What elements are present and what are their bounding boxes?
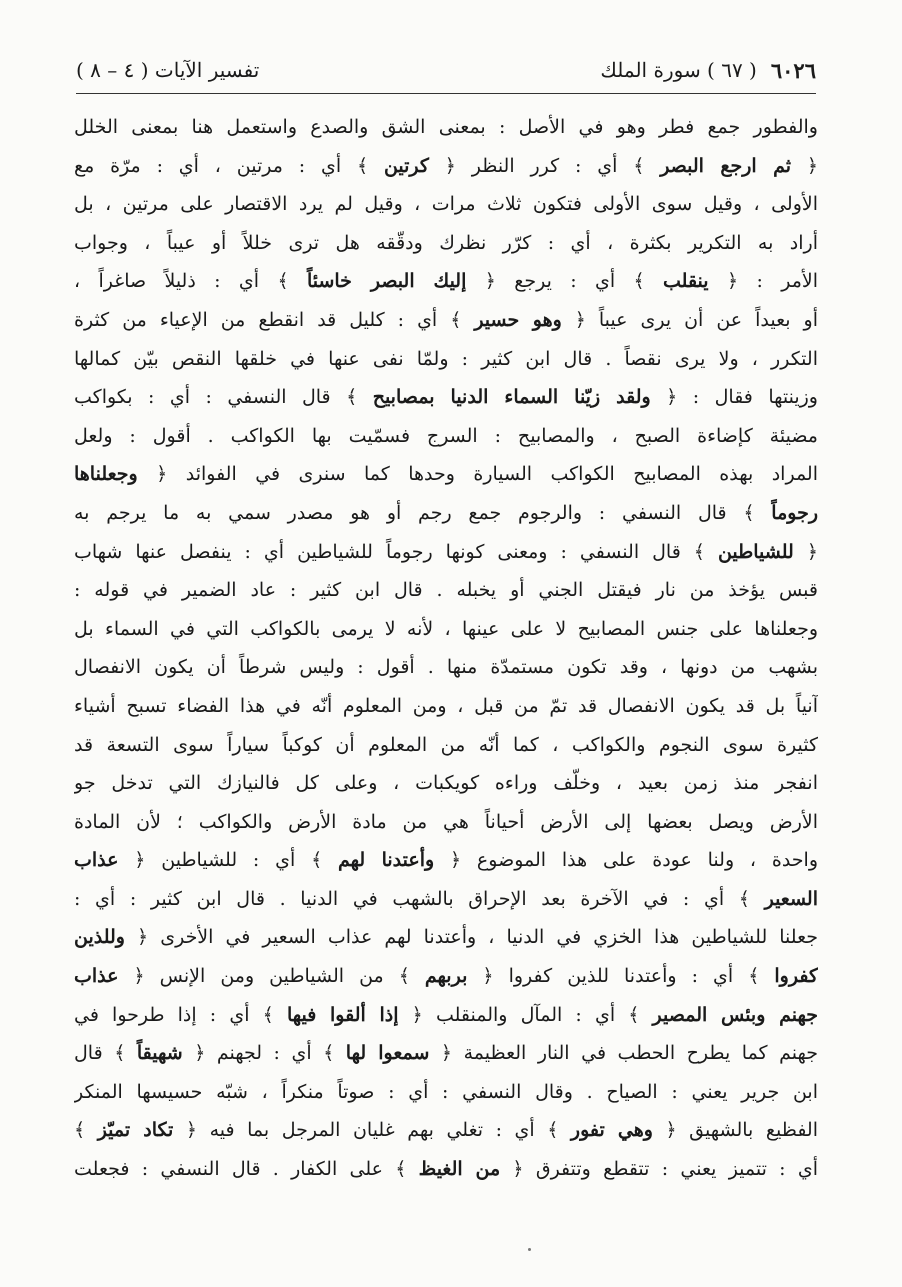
text-line: التكرر ، ولا يرى نقصاً . قال ابن كثير : ولمّا نفى عنها في خلقها النقص بيّن كمالها: [74, 347, 818, 370]
text-line: رجوماً ﴾ قال النسفي : والرجوم جمع رجم أو هو مصدر سمي به ما يرجم به: [74, 501, 818, 524]
text-line: أي : تتميز يعني : تتقطع وتتفرق ﴿ من الغيظ ﴾ على الكفار . قال النسفي : فجعلت: [74, 1158, 818, 1181]
text-line: كفروا ﴾ أي : وأعتدنا للذين كفروا ﴿ بربهم ﴾ من الشياطين ومن الإنس ﴿ عذاب: [74, 965, 818, 988]
text-line: والفطور جمع فطر وهو في الأصل : بمعنى الشق والصدع واستعمل هنا بمعنى الخلل: [74, 116, 818, 138]
text-line: واحدة ، ولنا عودة على هذا الموضوع ﴿ وأعتدنا لهم ﴾ أي : للشياطين ﴿ عذاب: [74, 849, 818, 872]
text-line: وزينتها فقال : ﴿ ولقد زيّنا السماء الدنيا بمصابيح ﴾ قال النسفي : أي : بكواكب: [74, 386, 818, 409]
text-line: الأولى ، وقيل سوى الأولى فتكون ثلاث مرات ، وقيل لم يرد الاقتصار على مرتين ، بل: [74, 193, 818, 216]
text-line: جهنم وبئس المصير ﴾ أي : المآل والمنقلب ﴿ إذا ألقوا فيها ﴾ أي : إذا طرحوا في: [74, 1003, 818, 1026]
text-line: المراد بهذه المصابيح الكواكب السيارة وحدها كما سنرى في الفوائد ﴿ وجعلناها: [74, 463, 818, 486]
text-line: الأرض ويصل بعضها إلى الأرض أحياناً هي من مادة الأرض والكواكب ؛ لأن المادة: [74, 810, 818, 833]
text-line: قبس يؤخذ من نار فيقتل الجني أو يخبله . قال ابن كثير : عاد الضمير في قوله :: [74, 579, 818, 602]
text-line: أو بعيداً عن أن يرى عيباً ﴿ وهو حسير ﴾ أي : كليل قد انقطع من الإعياء من كثرة: [74, 308, 818, 331]
text-line: جهنم كما يطرح الحطب في النار العظيمة ﴿ سمعوا لها ﴾ أي : لجهنم ﴿ شهيقاً ﴾ قال: [74, 1042, 818, 1065]
page-mark: [528, 1248, 531, 1251]
text-line: ابن جرير يعني : الصياح . وقال النسفي : أي : صوتاً منكراً ، شبّه حسيسها المنكر: [74, 1080, 818, 1103]
text-line: آنياً بل قد يكون الانفصال قد تمّ من قبل ، ومن المعلوم أنّه في هذا الفضاء تسبح أشياء: [74, 694, 818, 717]
text-line: الأمر : ﴿ ينقلب ﴾ أي : يرجع ﴿ إليك البصر خاسئاً ﴾ أي : ذليلاً صاغراً ،: [74, 270, 818, 293]
header-rule: [76, 93, 816, 94]
page-number: ٦٠٢٦: [770, 57, 816, 83]
surah-title: ( ٦٧ ) سورة الملك: [600, 58, 757, 82]
body-text: [74, 108, 818, 1189]
section-title: تفسير الآيات ( ٤ – ٨ ): [76, 58, 260, 82]
header-right: [600, 58, 816, 83]
text-line: كثيرة سوى النجوم والكواكب ، كما أنّه من المعلوم أن كوكباً سياراً سوى التسعة قد: [74, 733, 818, 756]
page-header: [76, 52, 816, 88]
text-line: انفجر منذ زمن بعيد ، وخلّف وراءه كويكبات ، وعلى كل فالنيازك التي تدخل جو: [74, 772, 818, 795]
text-line: ﴿ للشياطين ﴾ قال النسفي : ومعنى كونها رجوماً للشياطين أي : ينفصل عنها شهاب: [74, 540, 818, 563]
text-line: وجعلناها على جنس المصابيح لا على عينها ، لأنه لا يرمى بالكواكب التي في السماء بل: [74, 617, 818, 640]
text-line: السعير ﴾ أي : في الآخرة بعد الإحراق بالشهب في الدنيا . قال ابن كثير : أي :: [74, 887, 818, 910]
text-line: أراد به التكرير بكثرة ، أي : كرّر نظرك ودقّقه هل ترى خللاً أو عيباً ، وجواب: [74, 231, 818, 254]
text-line: ﴿ ثم ارجع البصر ﴾ أي : كرر النظر ﴿ كرتين ﴾ أي : مرتين ، أي : مرّة مع: [74, 154, 818, 177]
text-line: جعلنا للشياطين هذا الخزي في الدنيا ، وأعتدنا لهم عذاب السعير في الأخرى ﴿ وللذين: [74, 926, 818, 949]
text-line: الفظيع بالشهيق ﴿ وهي تفور ﴾ أي : تغلي بهم غليان المرجل بما فيه ﴿ تكاد تميّز ﴾: [74, 1119, 818, 1142]
text-line: مضيئة كإضاءة الصبح ، والمصابيح : السرج فسمّيت بها الكواكب . أقول : ولعل: [74, 424, 818, 447]
text-line: بشهب من دونها ، وقد تكون مستمدّة منها . أقول : وليس شرطاً أن يكون الانفصال: [74, 656, 818, 679]
